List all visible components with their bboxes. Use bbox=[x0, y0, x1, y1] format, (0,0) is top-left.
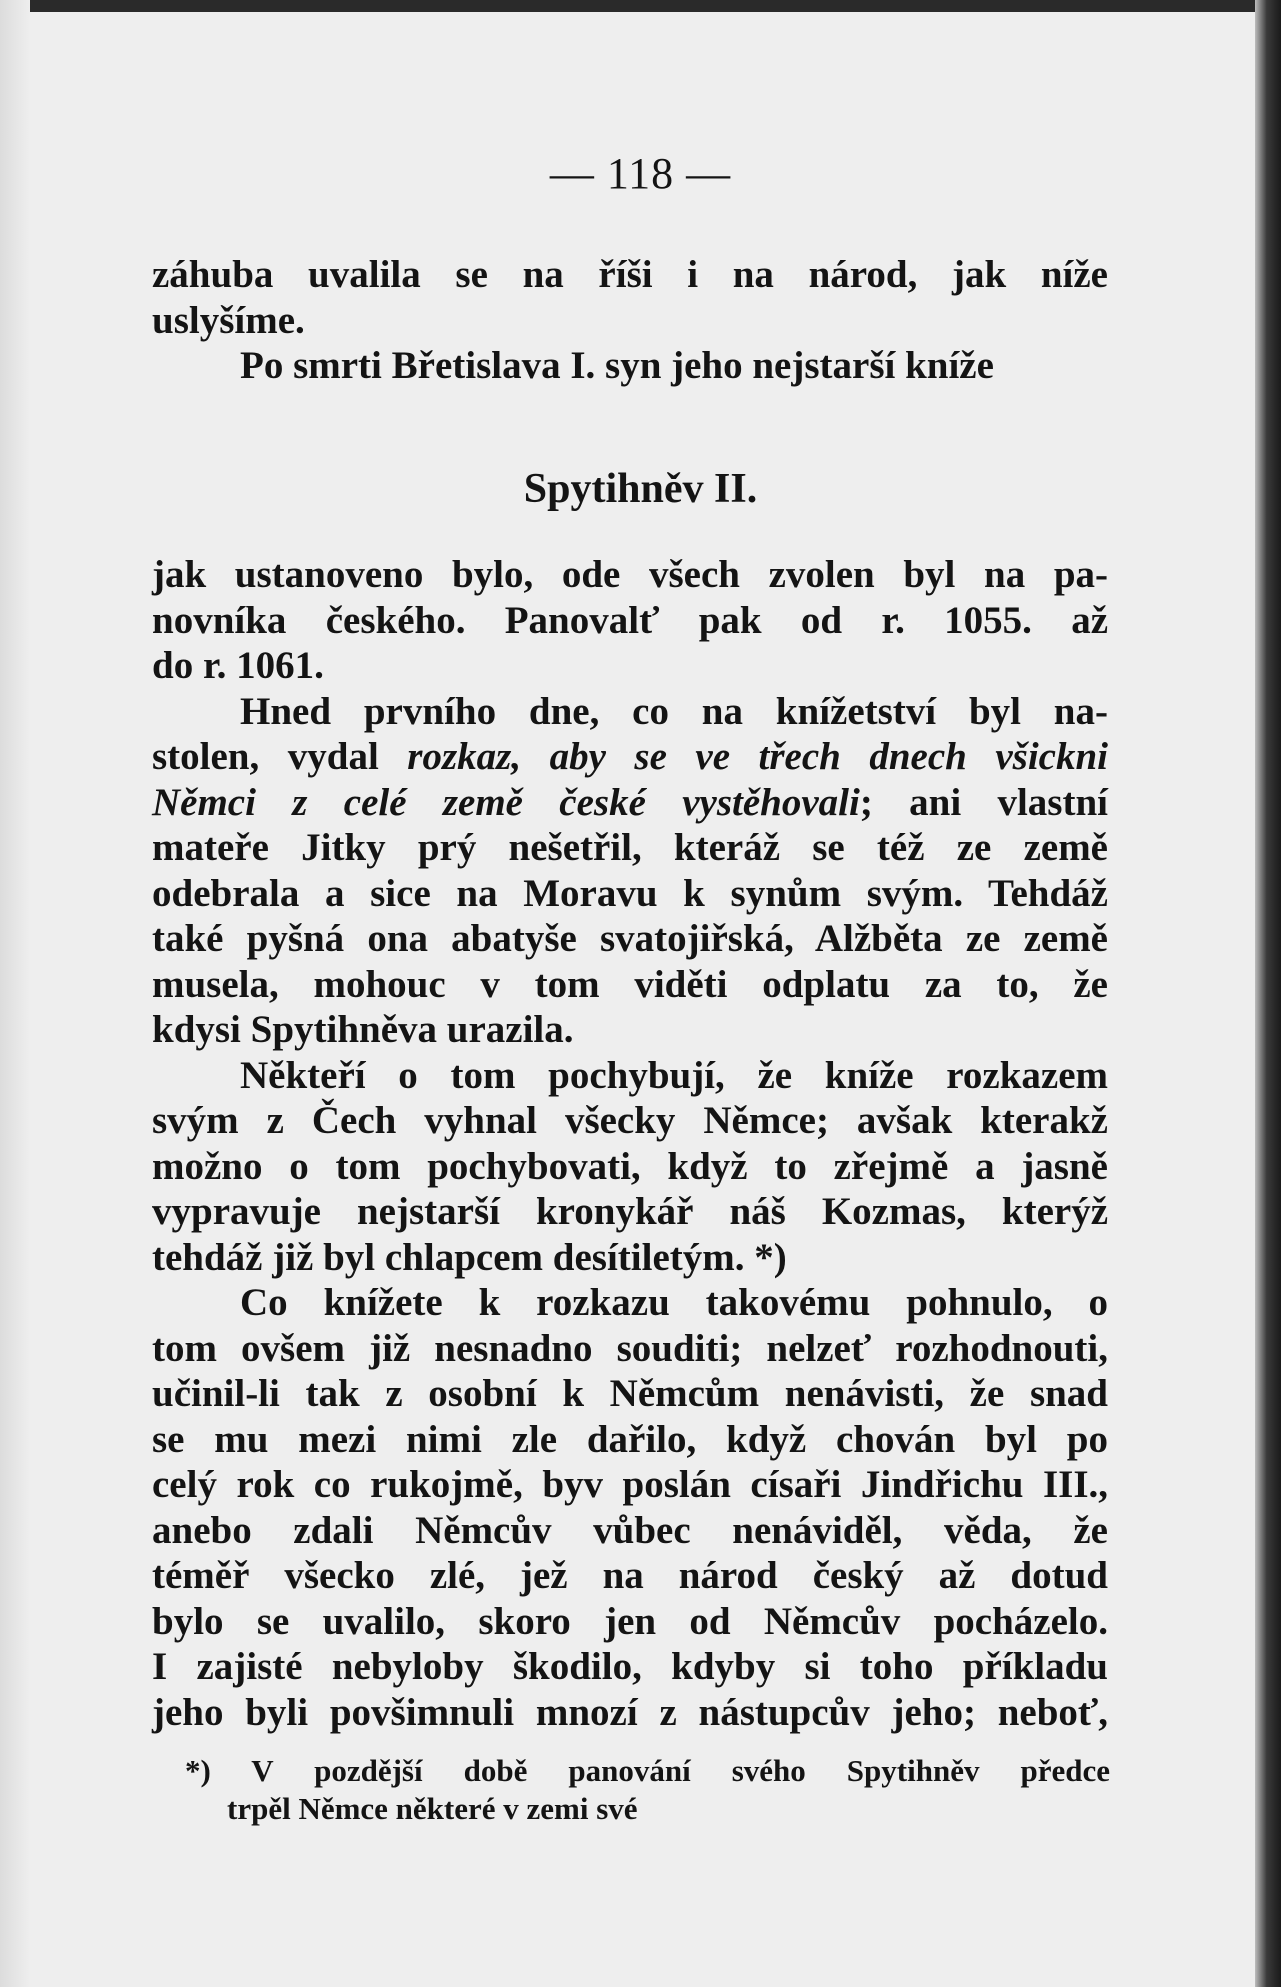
text-line: Po smrti Břetislava I. syn jeho nejstarší kníže bbox=[240, 344, 994, 387]
page-number: — 118 — bbox=[549, 149, 732, 198]
text-line: mateře Jitky prý nešetřil, kteráž se též ze země bbox=[152, 826, 1108, 869]
text-line: do r. 1061. bbox=[152, 644, 324, 687]
footnote bbox=[185, 1752, 1110, 1828]
text-line bbox=[152, 780, 1108, 826]
scan-left-edge bbox=[0, 0, 30, 1987]
text-line: učinil-li tak z osobní k Němcům nenávisti, že snad bbox=[152, 1372, 1108, 1415]
intro-paragraph bbox=[152, 252, 1108, 389]
text-line: Někteří o tom pochybují, že kníže rozkazem bbox=[240, 1053, 1108, 1097]
text-line: vypravuje nejstarší kronykář náš Kozmas, kterýž bbox=[152, 1190, 1108, 1233]
text-line: záhuba uvalila se na říši i na národ, jak níže bbox=[152, 253, 1108, 296]
text-line: Co knížete k rozkazu takovému pohnulo, o bbox=[240, 1281, 1108, 1324]
footnote-line: trpěl Němce některé v zemi své bbox=[227, 1791, 638, 1826]
text-line: možno o tom pochybovati, když to zřejmě a jasně bbox=[152, 1144, 1108, 1188]
text-line: jak ustanoveno bylo, ode všech zvolen byl na pa- bbox=[152, 553, 1108, 596]
text-line: se mu mezi nimi zle dařilo, když chován byl po bbox=[152, 1417, 1108, 1461]
text-line: uslyšíme. bbox=[152, 298, 305, 342]
text-line: anebo zdali Němcův vůbec nenáviděl, věda, že bbox=[152, 1508, 1108, 1552]
text-line: také pyšná ona abatyše svatojiřská, Alžběta ze země bbox=[152, 917, 1108, 960]
text-line: kdysi Spytihněva urazila. bbox=[152, 1008, 574, 1051]
text-line: musela, mohouc v tom viděti odplatu za to, že bbox=[152, 962, 1108, 1006]
text-line: bylo se uvalilo, skoro jen od Němcův pocházelo. bbox=[152, 1599, 1108, 1643]
text-line: I zajisté nebyloby škodilo, kdyby si toho příkladu bbox=[152, 1645, 1108, 1688]
text-line: tom ovšem již nesnadno souditi; nelzeť rozhodnouti, bbox=[152, 1326, 1108, 1370]
text-line: téměř všecko zlé, jež na národ český až dotud bbox=[152, 1554, 1108, 1597]
main-text bbox=[152, 552, 1108, 1735]
text-line: novníka českého. Panovalť pak od r. 1055. až bbox=[152, 598, 1108, 642]
section-heading: Spytihněv II. bbox=[523, 466, 758, 512]
text-line: tehdáž již byl chlapcem desítiletým. *) bbox=[152, 1235, 787, 1279]
scan-top-edge bbox=[0, 0, 1281, 12]
italic-text-run: rozkaz, aby se ve třech dnech všickni bbox=[407, 735, 1109, 778]
text-line: odebrala a sice na Moravu k synům svým. Tehdáž bbox=[152, 871, 1108, 915]
text-line: Hned prvního dne, co na knížetství byl na- bbox=[240, 689, 1108, 733]
text-run: stolen, vydal bbox=[152, 735, 408, 778]
text-run: ; ani vlastní bbox=[859, 780, 1108, 824]
italic-text-run: Němci z celé země české vystěhovali bbox=[152, 780, 860, 824]
scan-right-edge bbox=[1255, 0, 1281, 1987]
footnote-line: *) V pozdější době panování svého Spytihněv předce bbox=[185, 1753, 1110, 1788]
text-line bbox=[152, 734, 1108, 780]
text-line: svým z Čech vyhnal všecky Němce; avšak kterakž bbox=[152, 1099, 1108, 1142]
text-line: celý rok co rukojmě, byv poslán císaři Jindřichu III., bbox=[152, 1463, 1108, 1506]
text-line: jeho byli povšimnuli mnozí z nástupcův jeho; neboť, bbox=[152, 1690, 1108, 1734]
